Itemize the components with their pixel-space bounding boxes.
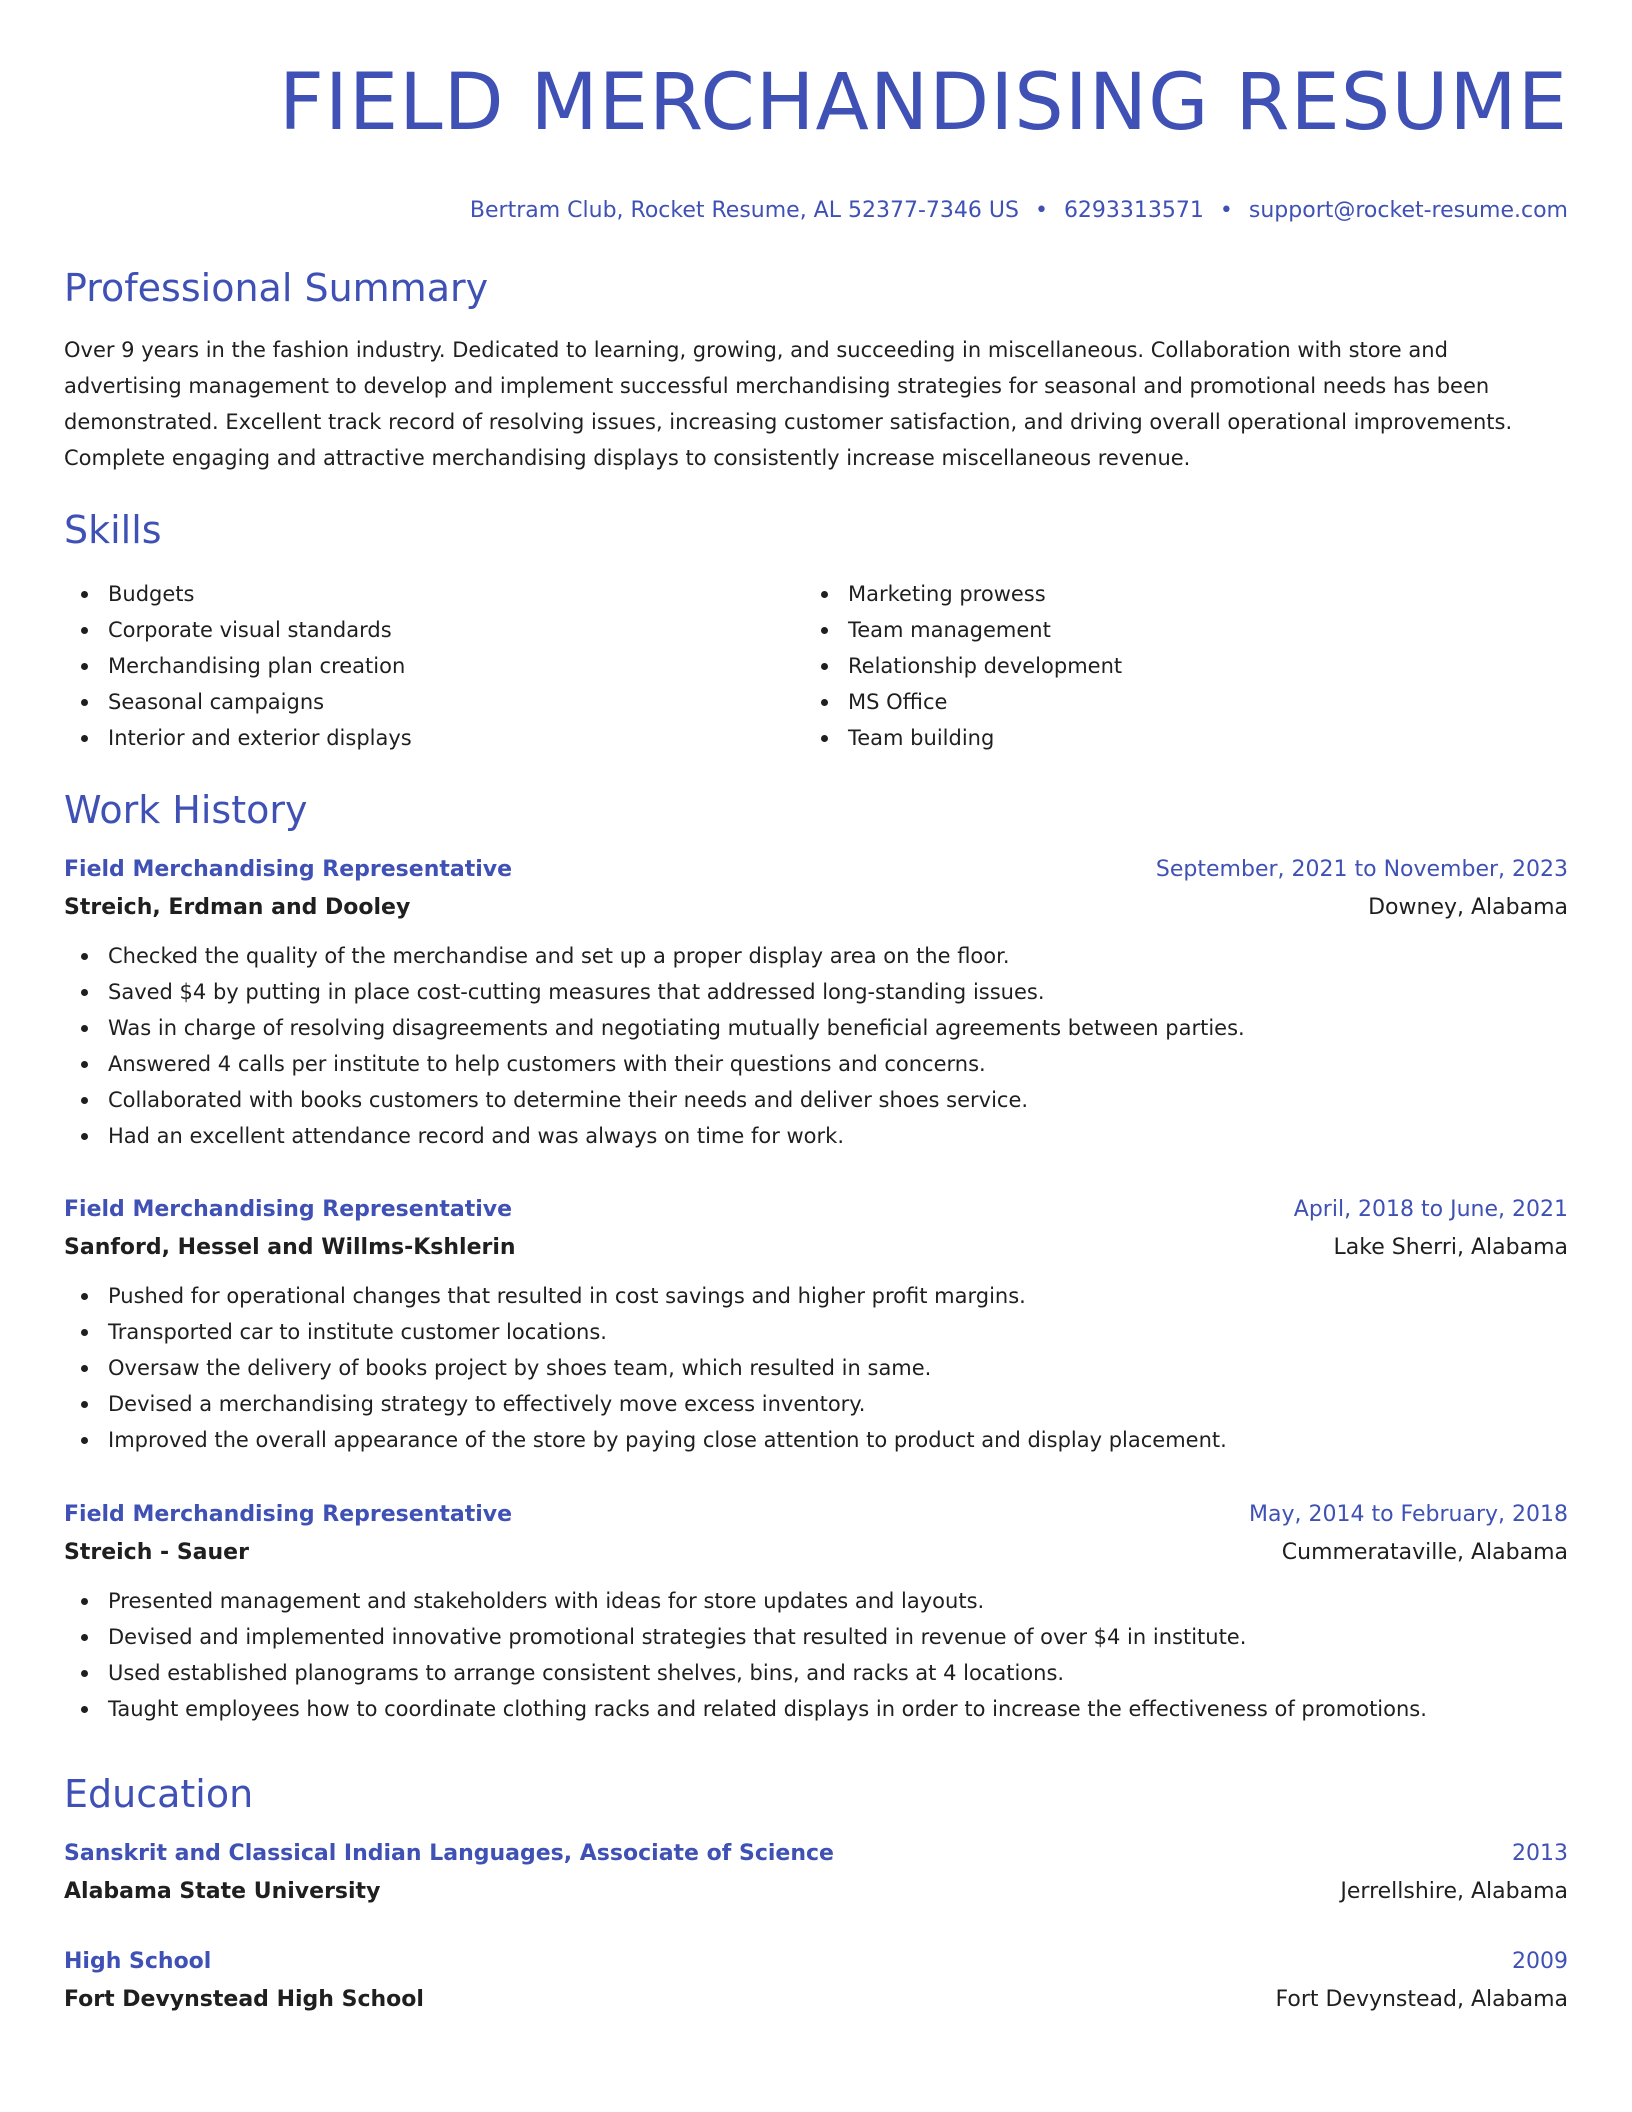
summary-text: Over 9 years in the fashion industry. Dedicated to learning, growing, and succeeding in miscellaneous. Collaboration with store and advertising management to develop and implement successful merchandising strategies for seasonal and promotional needs has been demonstrated. Excellent track record of resolving issues, increasing customer satisfaction, and driving overall operational improvements. Complete engaging and attractive merchandising displays to consistently increase miscellaneous revenue. bbox=[64, 338, 1513, 470]
job-title: Field Merchandising Representative bbox=[64, 1502, 513, 1527]
skill-item: Budgets bbox=[64, 576, 804, 612]
job-bullets bbox=[64, 1278, 1568, 1458]
resume-title: FIELD MERCHANDISING RESUME bbox=[278, 58, 1568, 148]
contact-separator: • bbox=[1219, 198, 1233, 223]
job-bullet: Improved the overall appearance of the store by paying close attention to product and display placement. bbox=[64, 1422, 1568, 1458]
job-bullet: Collaborated with books customers to determine their needs and deliver shoes service. bbox=[64, 1082, 1568, 1118]
job-dates: April, 2018 to June, 2021 bbox=[1293, 1197, 1568, 1222]
job-bullet: Devised a merchandising strategy to effectively move excess inventory. bbox=[64, 1386, 1568, 1422]
job-bullet: Had an excellent attendance record and was always on time for work. bbox=[64, 1118, 1568, 1154]
graduation-year: 2009 bbox=[1512, 1949, 1568, 1974]
company-name: Streich - Sauer bbox=[64, 1540, 249, 1565]
school-name: Fort Devynstead High School bbox=[64, 1987, 424, 2012]
skill-item: Team building bbox=[804, 720, 1544, 756]
job-location: Downey, Alabama bbox=[1368, 895, 1568, 920]
graduation-year: 2013 bbox=[1512, 1841, 1568, 1866]
school-location: Jerrellshire, Alabama bbox=[1340, 1879, 1568, 1904]
degree-name: High School bbox=[64, 1949, 212, 1974]
contact-line bbox=[470, 196, 1568, 226]
skills-column-left bbox=[64, 576, 804, 756]
skill-item: Seasonal campaigns bbox=[64, 684, 804, 720]
contact-email[interactable]: support@rocket-resume.com bbox=[1248, 198, 1568, 223]
job-dates: May, 2014 to February, 2018 bbox=[1249, 1502, 1568, 1527]
skill-item: Corporate visual standards bbox=[64, 612, 804, 648]
skill-item: MS Office bbox=[804, 684, 1544, 720]
job-bullet: Was in charge of resolving disagreements and negotiating mutually beneficial agreements between parties. bbox=[64, 1010, 1568, 1046]
job-location: Cummerataville, Alabama bbox=[1281, 1540, 1568, 1565]
job-entry bbox=[64, 1192, 1568, 1458]
work-history-heading: Work History bbox=[64, 788, 308, 832]
job-location: Lake Sherri, Alabama bbox=[1333, 1235, 1568, 1260]
job-bullet: Devised and implemented innovative promotional strategies that resulted in revenue of over $4 in institute. bbox=[64, 1619, 1568, 1655]
company-name: Streich, Erdman and Dooley bbox=[64, 895, 411, 920]
education-entry bbox=[64, 1944, 1568, 2020]
job-bullet: Checked the quality of the merchandise and set up a proper display area on the floor. bbox=[64, 938, 1568, 974]
job-title: Field Merchandising Representative bbox=[64, 857, 513, 882]
school-name: Alabama State University bbox=[64, 1879, 381, 1904]
job-entry bbox=[64, 852, 1568, 1154]
job-bullet: Saved $4 by putting in place cost-cutting measures that addressed long-standing issues. bbox=[64, 974, 1568, 1010]
contact-address: Bertram Club, Rocket Resume, AL 52377-7346 US bbox=[469, 198, 1019, 223]
job-bullet: Transported car to institute customer locations. bbox=[64, 1314, 1568, 1350]
skill-item: Team management bbox=[804, 612, 1544, 648]
skill-item: Relationship development bbox=[804, 648, 1544, 684]
company-name: Sanford, Hessel and Willms-Kshlerin bbox=[64, 1235, 516, 1260]
contact-phone: 6293313571 bbox=[1063, 198, 1204, 223]
job-bullet: Pushed for operational changes that resulted in cost savings and higher profit margins. bbox=[64, 1278, 1568, 1314]
education-heading: Education bbox=[64, 1772, 254, 1816]
skill-item: Merchandising plan creation bbox=[64, 648, 804, 684]
job-bullet: Used established planograms to arrange consistent shelves, bins, and racks at 4 locations. bbox=[64, 1655, 1568, 1691]
job-bullets bbox=[64, 1583, 1568, 1727]
job-entry bbox=[64, 1497, 1568, 1727]
skill-item: Marketing prowess bbox=[804, 576, 1544, 612]
summary-heading: Professional Summary bbox=[64, 266, 489, 310]
skills-column-right bbox=[804, 576, 1544, 756]
skills-heading: Skills bbox=[64, 508, 162, 552]
job-dates: September, 2021 to November, 2023 bbox=[1155, 857, 1568, 882]
job-title: Field Merchandising Representative bbox=[64, 1197, 513, 1222]
job-bullet: Oversaw the delivery of books project by shoes team, which resulted in same. bbox=[64, 1350, 1568, 1386]
school-location: Fort Devynstead, Alabama bbox=[1275, 1987, 1568, 2012]
contact-separator: • bbox=[1034, 198, 1048, 223]
job-bullet: Presented management and stakeholders with ideas for store updates and layouts. bbox=[64, 1583, 1568, 1619]
job-bullet: Taught employees how to coordinate clothing racks and related displays in order to increase the effectiveness of promotions. bbox=[64, 1691, 1568, 1727]
degree-name: Sanskrit and Classical Indian Languages, Associate of Science bbox=[64, 1841, 834, 1866]
skills-list bbox=[64, 576, 1568, 756]
job-bullet: Answered 4 calls per institute to help customers with their questions and concerns. bbox=[64, 1046, 1568, 1082]
skill-item: Interior and exterior displays bbox=[64, 720, 804, 756]
job-bullets bbox=[64, 938, 1568, 1154]
education-entry bbox=[64, 1836, 1568, 1912]
